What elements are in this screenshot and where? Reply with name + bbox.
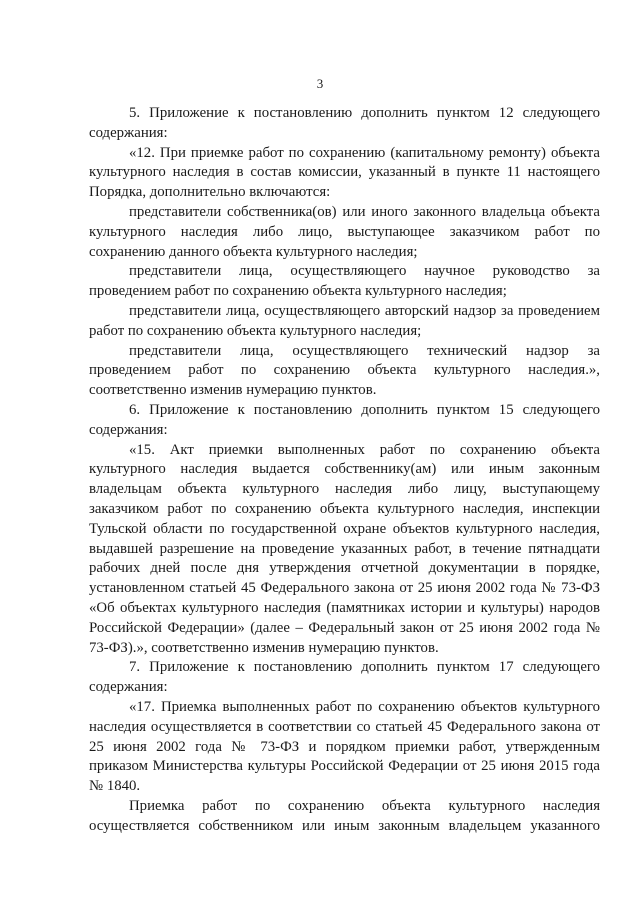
- paragraph-7-intro: 7. Приложение к постановлению дополнить пунктом 17 следующего содержания:: [89, 659, 600, 696]
- document-body: [89, 104, 600, 836]
- paragraph-6-intro: 6. Приложение к постановлению дополнить пунктом 15 следующего содержания:: [89, 401, 600, 438]
- paragraph-12-intro: «12. При приемке работ по сохранению (капитальному ремонту) объекта культурного наследия в состав комиссии, указанный в пункте 11 настоящего Порядка, дополнительно включаются:: [89, 144, 600, 201]
- paragraph-12-technical-supervision-reps: представители лица, осуществляющего технический надзор за проведением работ по сохранению объекта культурного наследия.», соответственно изменив нумерацию пунктов.: [89, 342, 600, 399]
- paragraph-acceptance-continued: Приемка работ по сохранению объекта культурного наследия осуществляется собственником или иным законным владельцем указанного: [89, 797, 600, 834]
- paragraph-12-owner-reps: представители собственника(ов) или иного законного владельца объекта культурного наследия либо лицо, выступающее заказчиком работ по сохранению данного объекта культурного наследия;: [89, 203, 600, 260]
- page-number: 3: [316, 76, 324, 91]
- paragraph-17-text: «17. Приемка выполненных работ по сохранению объектов культурного наследия осуществляется в соответствии со статьей 45 Федерального закона от 25 июня 2002 года № 73-ФЗ и порядком приемки работ, утвержденным приказом Министерства культуры Российской Федерации от 25 июня 2015 года № 1840.: [89, 698, 600, 795]
- paragraph-12-scientific-reps: представители лица, осуществляющего научное руководство за проведением работ по сохранению объекта культурного наследия;: [89, 263, 600, 300]
- paragraph-5-intro: 5. Приложение к постановлению дополнить пунктом 12 следующего содержания:: [89, 105, 600, 141]
- paragraph-15-text: «15. Акт приемки выполненных работ по сохранению объекта культурного наследия выдается собственнику(ам) или иным законным владельцам объекта культурного наследия либо лицу, выступающему заказчиком работ по сохранению объекта культурного наследия, инспекции Тульской области по государственной охране объектов культурного наследия, выдавшей разрешение на проведение указанных работ, в течение пятнадцати рабочих дней после дня утверждения отчетной документации в порядке, установленном статьей 45 Федерального закона от 25 июня 2002 года № 73-ФЗ «Об объектах культурного наследия (памятниках истории и культуры) народов Российской Федерации» (далее – Федеральный закон от 25 июня 2002 года № 73-ФЗ).», соответственно изменив нумерацию пунктов.: [89, 441, 600, 656]
- paragraph-12-author-supervision-reps: представители лица, осуществляющего авторский надзор за проведением работ по сохранению объекта культурного наследия;: [89, 302, 600, 339]
